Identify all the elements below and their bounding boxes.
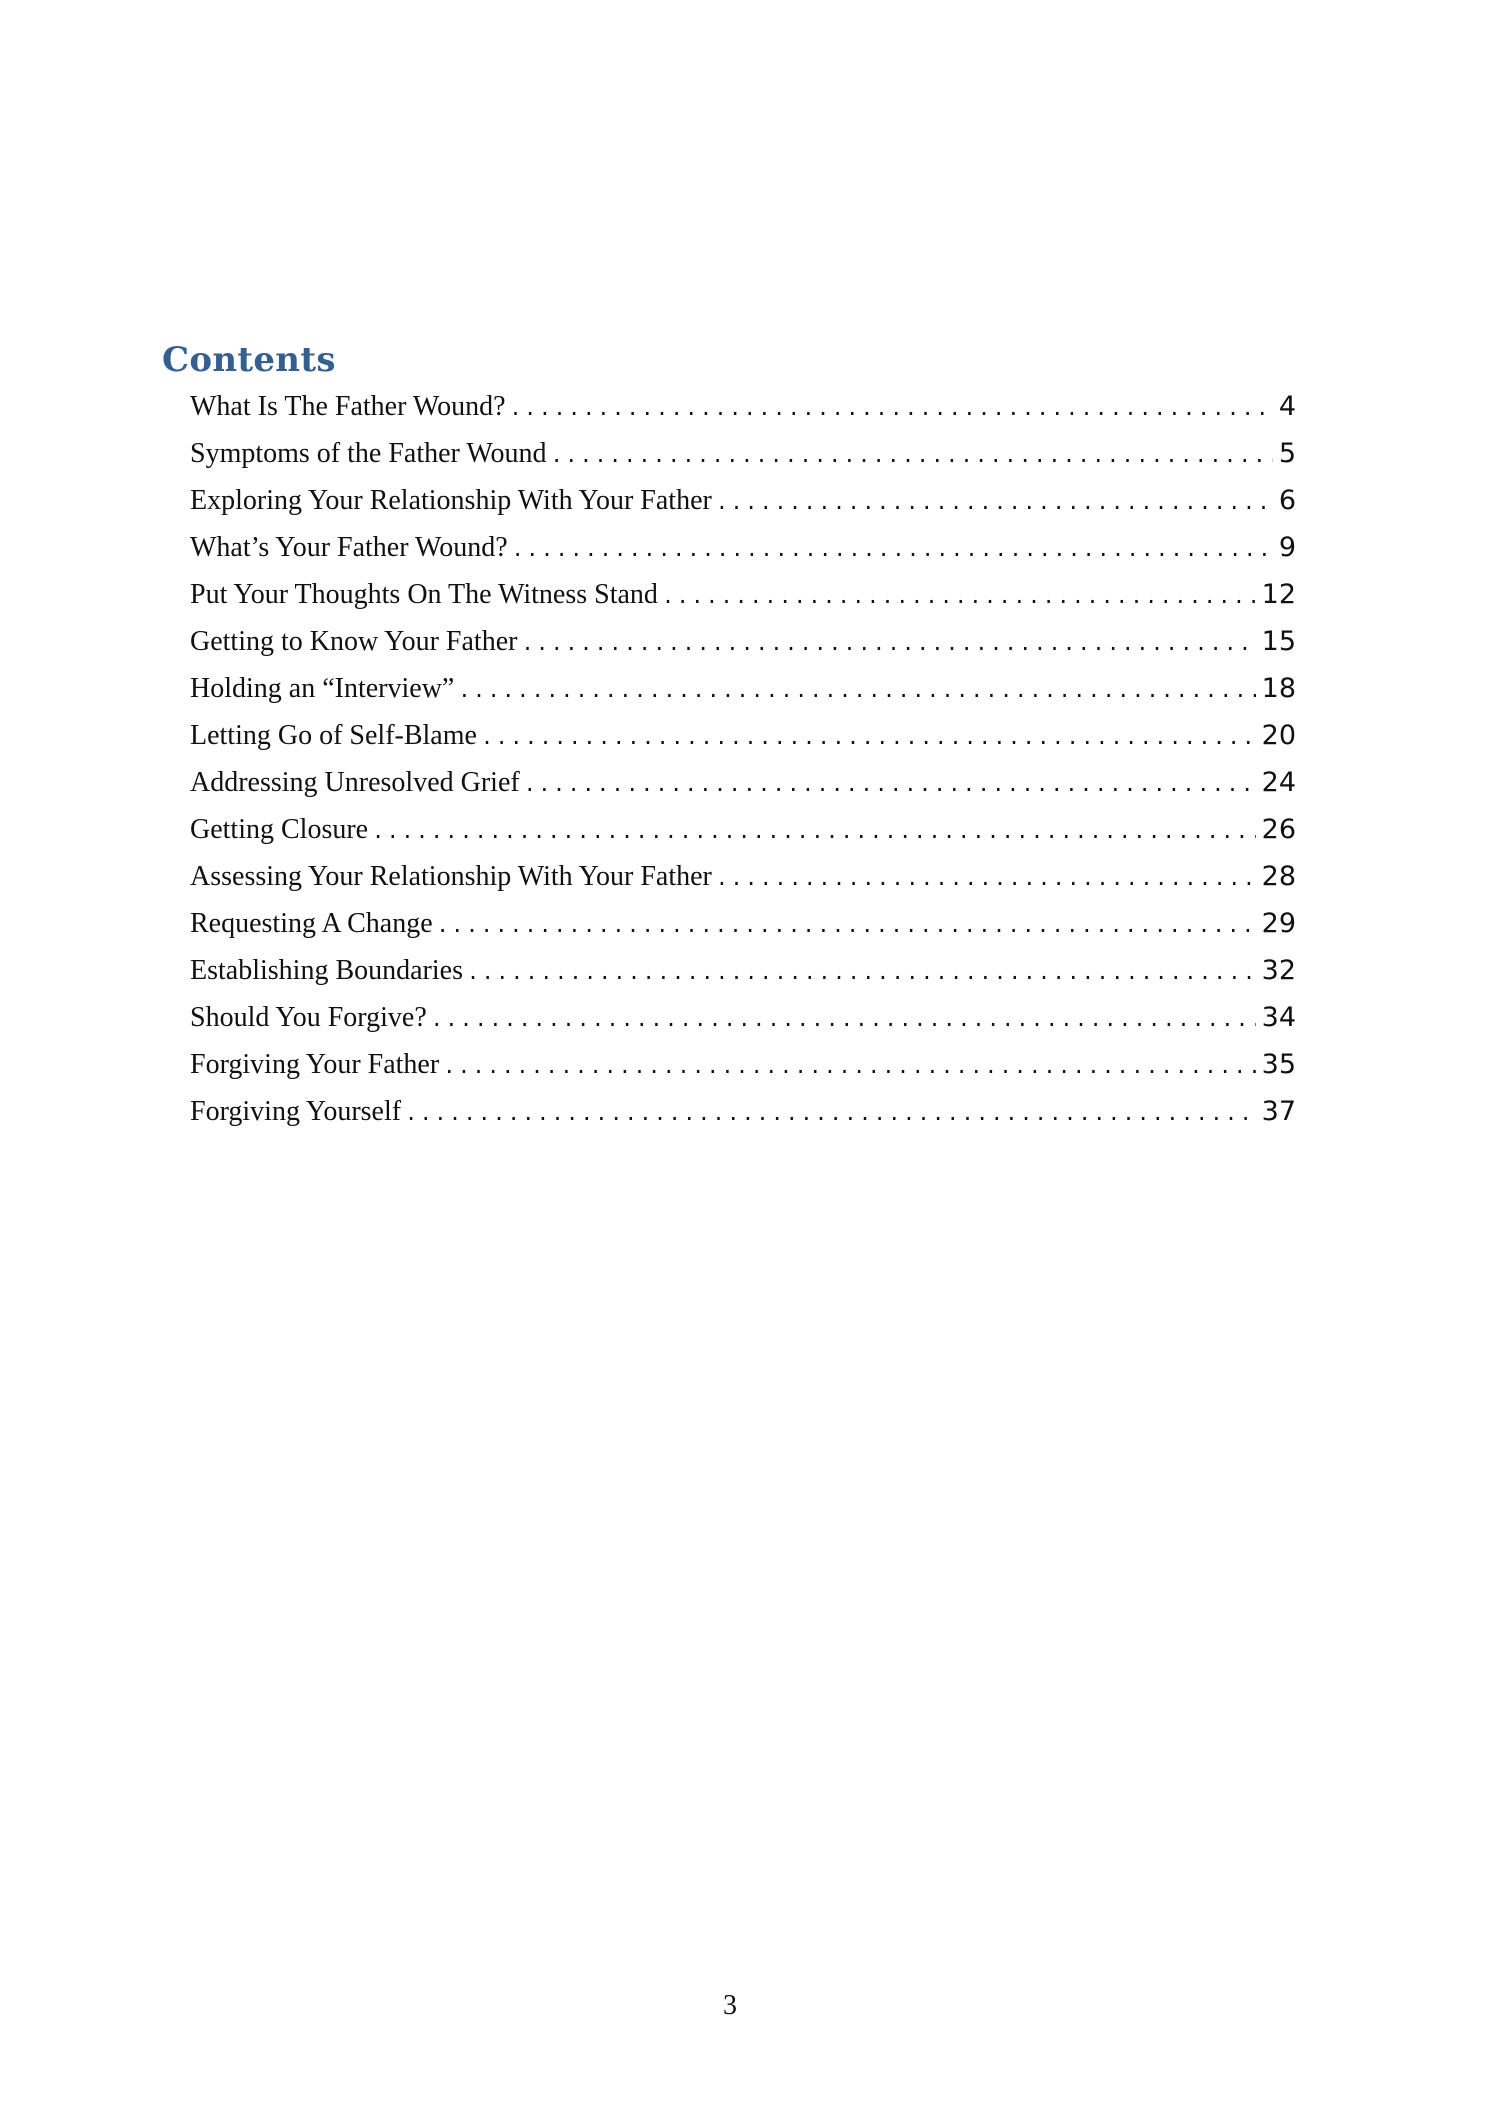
toc-dot-leader xyxy=(437,902,1256,947)
toc-page-number: 26 xyxy=(1261,814,1296,845)
toc-page-number: 37 xyxy=(1261,1096,1296,1127)
toc-dot-leader xyxy=(458,667,1255,712)
toc-dot-leader xyxy=(521,620,1255,665)
toc-dot-leader xyxy=(662,573,1256,618)
toc-dot-leader xyxy=(405,1090,1256,1135)
toc-page-number: 20 xyxy=(1261,720,1296,751)
toc-dot-leader xyxy=(716,855,1256,900)
toc-entry[interactable] xyxy=(190,994,1296,1041)
toc-dot-leader xyxy=(716,479,1273,524)
toc-dot-leader xyxy=(524,761,1256,806)
toc-dot-leader xyxy=(512,526,1273,571)
toc-page-number: 29 xyxy=(1261,908,1296,939)
toc-entry[interactable] xyxy=(190,618,1296,665)
toc-entry-title: Assessing Your Relationship With Your Father xyxy=(190,861,712,892)
toc-dot-leader xyxy=(510,385,1273,430)
toc-entry[interactable] xyxy=(190,524,1296,571)
toc-page-number: 35 xyxy=(1261,1049,1296,1080)
toc-dot-leader xyxy=(443,1043,1255,1088)
toc-entry-title: What’s Your Father Wound? xyxy=(190,532,508,563)
page-number: 3 xyxy=(723,1990,737,2021)
toc-entry-title: Forgiving Your Father xyxy=(190,1049,440,1080)
toc-page-number: 9 xyxy=(1278,532,1296,563)
toc-entry[interactable] xyxy=(190,383,1296,430)
toc-dot-leader xyxy=(551,432,1273,477)
toc-entry-title: Requesting A Change xyxy=(190,908,433,939)
toc-entry[interactable] xyxy=(190,477,1296,524)
toc-entry[interactable] xyxy=(190,1041,1296,1088)
table-of-contents xyxy=(190,383,1296,1135)
toc-entry[interactable] xyxy=(190,571,1296,618)
toc-dot-leader xyxy=(481,714,1256,759)
toc-entry[interactable] xyxy=(190,806,1296,853)
toc-entry-title: Holding an “Interview” xyxy=(190,673,455,704)
toc-entry-title: Put Your Thoughts On The Witness Stand xyxy=(190,579,658,610)
toc-page-number: 28 xyxy=(1261,861,1296,892)
toc-page-number: 5 xyxy=(1278,438,1296,469)
toc-dot-leader xyxy=(372,808,1256,853)
toc-page-number: 32 xyxy=(1261,955,1296,986)
toc-entry-title: Establishing Boundaries xyxy=(190,955,463,986)
toc-entry-title: Getting to Know Your Father xyxy=(190,626,518,657)
toc-entry-title: Addressing Unresolved Grief xyxy=(190,767,520,798)
toc-page-number: 4 xyxy=(1278,391,1296,422)
toc-dot-leader xyxy=(467,949,1256,994)
toc-entry[interactable] xyxy=(190,759,1296,806)
toc-page-number: 6 xyxy=(1278,485,1296,516)
toc-entry-title: What Is The Father Wound? xyxy=(190,391,506,422)
toc-entry-title: Symptoms of the Father Wound xyxy=(190,438,547,469)
toc-page-number: 18 xyxy=(1261,673,1296,704)
toc-entry-title: Forgiving Yourself xyxy=(190,1096,402,1127)
toc-page-number: 24 xyxy=(1261,767,1296,798)
toc-entry[interactable] xyxy=(190,900,1296,947)
toc-dot-leader xyxy=(431,996,1256,1041)
toc-entry[interactable] xyxy=(190,430,1296,477)
toc-entry-title: Letting Go of Self-Blame xyxy=(190,720,477,751)
toc-page-number: 34 xyxy=(1261,1002,1296,1033)
toc-entry[interactable] xyxy=(190,712,1296,759)
contents-heading: Contents xyxy=(162,340,336,380)
toc-entry-title: Exploring Your Relationship With Your Father xyxy=(190,485,712,516)
toc-entry[interactable] xyxy=(190,947,1296,994)
toc-page-number: 12 xyxy=(1261,579,1296,610)
toc-entry-title: Getting Closure xyxy=(190,814,369,845)
toc-page-number: 15 xyxy=(1261,626,1296,657)
toc-entry[interactable] xyxy=(190,1088,1296,1135)
toc-entry[interactable] xyxy=(190,665,1296,712)
toc-entry[interactable] xyxy=(190,853,1296,900)
toc-entry-title: Should You Forgive? xyxy=(190,1002,427,1033)
